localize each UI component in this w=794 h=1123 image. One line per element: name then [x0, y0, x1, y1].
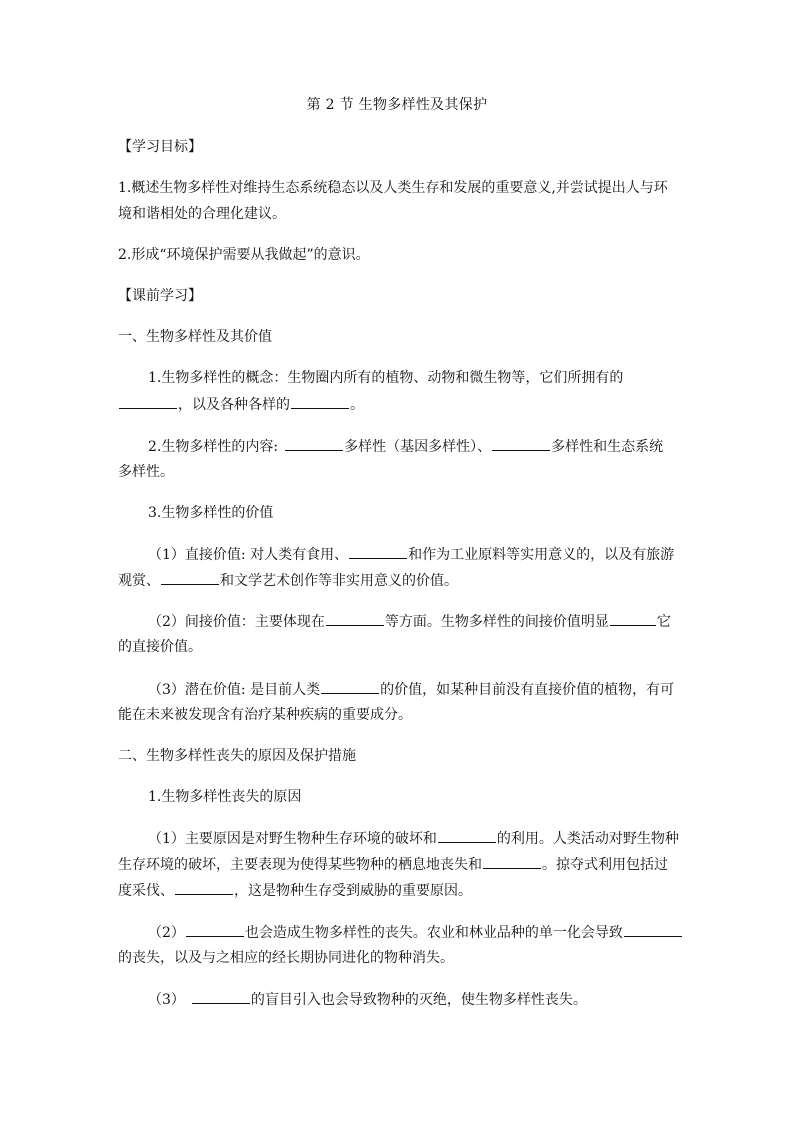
fill-blank[interactable]: [192, 989, 250, 1004]
s1-q2-line-1: [148, 436, 678, 457]
s1-q3: 3.生物多样性的价值: [148, 505, 274, 521]
s1-q2-text-a: 2.生物多样性的内容:: [148, 439, 279, 455]
s1-v3-text-a: （3）潜在价值: 是目前人类: [148, 682, 321, 698]
pre-class-heading: 【课前学习】: [118, 288, 202, 304]
s2-r3-line-1: [148, 989, 678, 1010]
fill-blank[interactable]: [492, 436, 550, 451]
page-title: 第 2 节 生物多样性及其保护: [306, 97, 488, 113]
s2-r2-line-2: 的丧失，以及与之相应的经长期协同进化的物种消失。: [118, 950, 454, 966]
s2-r2-text-b: 也会造成生物多样性的丧失。农业和林业品种的单一化会导致: [244, 925, 623, 941]
fill-blank[interactable]: [438, 828, 496, 843]
fill-blank[interactable]: [624, 922, 682, 937]
s1-v3-line-1: [148, 679, 678, 700]
s2-r1-text-e: 度采伐、: [118, 883, 174, 899]
s1-v2-text-a: （2）间接价值：主要体现在: [148, 614, 325, 630]
learning-goals-heading: 【学习目标】: [118, 139, 202, 155]
s1-v2-line-2: 的直接价值。: [118, 639, 202, 655]
s1-q1-line-1: [148, 368, 678, 388]
s2-r1-line-2: [118, 854, 678, 875]
s1-v1-text-a: （1）直接价值: 对人类有食用、: [148, 547, 349, 563]
fill-blank[interactable]: [483, 854, 541, 869]
fill-blank[interactable]: [175, 880, 233, 895]
s1-v1-line-2: [118, 570, 678, 591]
s2-r1-text-a: （1）主要原因是对野生物种生存环境的破坏和: [148, 831, 437, 847]
s2-r1-text-f: ，这是物种生存受到威胁的重要原因。: [234, 883, 472, 899]
s1-v2-text-b: 等方面。生物多样性的间接价值明显: [384, 614, 609, 630]
s2-r1-line-3: [118, 880, 678, 901]
s2-r2-line-1: [148, 922, 678, 943]
s2-r3-text-a: （3）: [148, 992, 185, 1008]
s1-v1-line-1: [148, 544, 678, 565]
s1-v1-text-b: 和作为工业原料等实用意义的，以及有旅游: [408, 547, 675, 563]
s2-r1-text-c: 生存环境的破坏，主要表现为使得某些物种的栖息地丧失和: [118, 857, 482, 873]
s1-q2-text-c: 多样性和生态系统: [551, 439, 664, 455]
section-1-heading: 一、生物多样性及其价值: [118, 329, 272, 345]
fill-blank[interactable]: [119, 394, 177, 409]
s1-q2-text-b: 多样性（基因多样性）、: [344, 439, 492, 455]
s1-v1-text-d: 和文学艺术创作等非实用意义的价值。: [220, 573, 458, 589]
fill-blank[interactable]: [186, 922, 244, 937]
s2-r3-text-b: 的盲目引入也会导致物种的灭绝，使生物多样性丧失。: [250, 992, 587, 1008]
s1-q1-text-c: 。: [350, 397, 364, 413]
fill-blank[interactable]: [326, 611, 384, 626]
s1-v3-text-b: 的价值，如某种目前没有直接价值的植物，有可: [380, 682, 675, 698]
s1-v2-text-c: 它: [656, 614, 671, 630]
s1-v1-text-c: 观赏、: [118, 573, 160, 589]
s1-v2-line-1: [148, 611, 678, 632]
goal-1-line-2: 境和谐相处的合理化建议。: [118, 206, 286, 222]
fill-blank[interactable]: [349, 544, 407, 559]
fill-blank[interactable]: [610, 611, 656, 626]
fill-blank[interactable]: [285, 436, 343, 451]
s2-r1-line-1: [148, 828, 678, 849]
section-2-heading: 二、生物多样性丧失的原因及保护措施: [118, 748, 356, 764]
goal-1-line-1: 1.概述生物多样性对维持生态系统稳态以及人类生存和发展的重要意义,并尝试提出人与环: [118, 180, 668, 196]
fill-blank[interactable]: [161, 570, 219, 585]
s1-q2-line-2: 多样性。: [118, 464, 174, 480]
s1-q1-line-2: [118, 394, 678, 415]
goal-2: 2.形成“环境保护需要从我做起”的意识。: [118, 247, 370, 263]
s1-v3-line-2: 能在未来被发现含有治疗某种疾病的重要成分。: [118, 707, 412, 723]
s1-q1-text-b: ，以及各种各样的: [178, 397, 290, 413]
s2-r1-text-d: 。掠夺式利用包括过: [542, 857, 668, 873]
fill-blank[interactable]: [321, 679, 379, 694]
fill-blank[interactable]: [291, 394, 349, 409]
s1-q1-text-a: 1.生物多样性的概念：生物圈内所有的植物、动物和微生物等，它们所拥有的: [148, 370, 624, 386]
s2-q1: 1.生物多样性丧失的原因: [148, 789, 302, 805]
s2-r2-text-a: （2）: [148, 925, 185, 941]
s2-r1-text-b: 的利用。人类活动对野生物种: [496, 831, 679, 847]
